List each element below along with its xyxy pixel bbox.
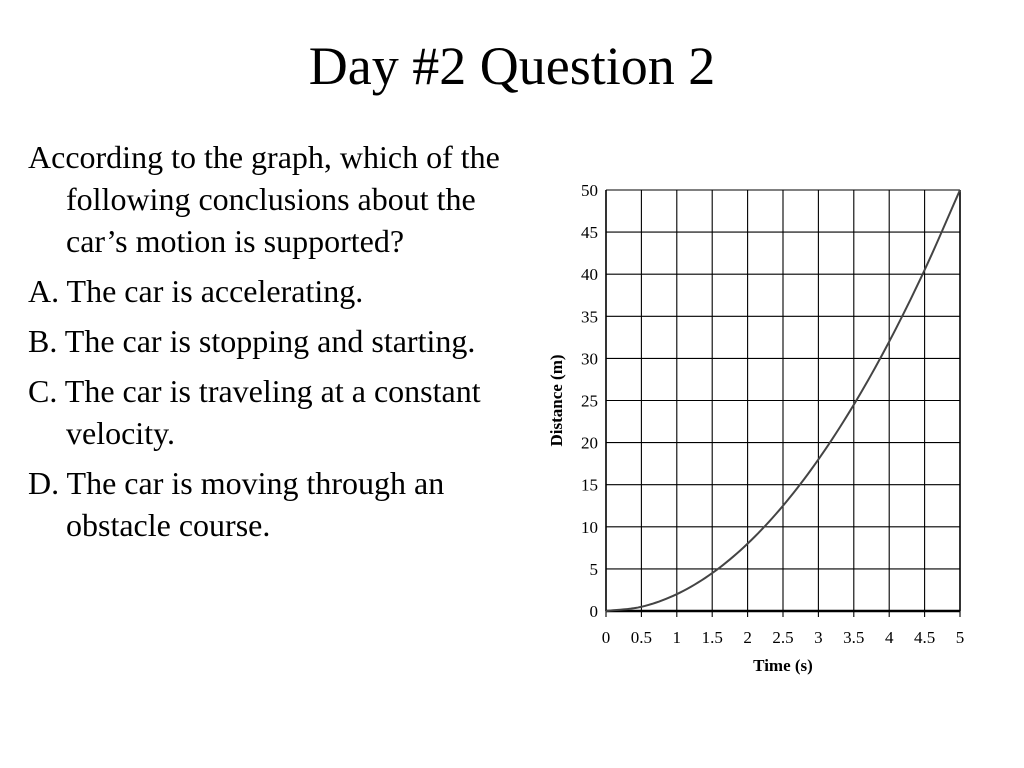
x-tick-label: 4 bbox=[884, 628, 894, 647]
distance-time-graph bbox=[540, 170, 980, 690]
choice-a: A. The car is accelerating. bbox=[28, 273, 364, 309]
slide-title: Day #2 Question 2 bbox=[308, 36, 716, 96]
x-tick-label: 0 bbox=[601, 628, 611, 647]
grid-lines bbox=[606, 190, 960, 617]
y-tick-label: 45 bbox=[581, 223, 598, 243]
y-tick-label: 5 bbox=[589, 559, 598, 579]
y-axis-label: Distance (m) bbox=[547, 354, 566, 447]
y-tick-label: 20 bbox=[581, 433, 598, 453]
y-tick-label: 40 bbox=[581, 265, 598, 285]
x-tick-label: 1.5 bbox=[701, 628, 723, 647]
y-tick-label: 50 bbox=[581, 181, 598, 200]
choice-b: B. The car is stopping and starting. bbox=[28, 323, 476, 359]
y-tick-label: 0 bbox=[589, 602, 598, 621]
y-tick-label: 30 bbox=[581, 349, 598, 369]
y-tick-label: 15 bbox=[581, 475, 598, 495]
x-tick-label: 3.5 bbox=[843, 628, 865, 647]
x-tick-label: 3 bbox=[814, 628, 823, 647]
y-tick-label: 10 bbox=[581, 517, 598, 537]
x-tick-label: 5 bbox=[955, 628, 965, 647]
y-tick-label: 35 bbox=[581, 307, 598, 327]
x-tick-label: 4.5 bbox=[913, 628, 936, 647]
chart-svg bbox=[540, 170, 980, 690]
tick-labels bbox=[581, 181, 964, 647]
question-block bbox=[28, 136, 528, 554]
x-tick-label: 1 bbox=[672, 628, 682, 647]
question-prompt: According to the graph, which of the following conclusions about the car’s motion is supported? bbox=[28, 139, 500, 259]
choice-d: D. The car is moving through an obstacle course. bbox=[28, 465, 445, 543]
x-tick-label: 2.5 bbox=[772, 628, 794, 647]
x-tick-label: 0.5 bbox=[630, 628, 653, 647]
y-tick-label: 25 bbox=[581, 391, 598, 411]
x-axis-label: Time (s) bbox=[753, 656, 813, 675]
x-tick-label: 2 bbox=[743, 628, 752, 647]
choice-c: C. The car is traveling at a constant velocity. bbox=[28, 373, 481, 451]
